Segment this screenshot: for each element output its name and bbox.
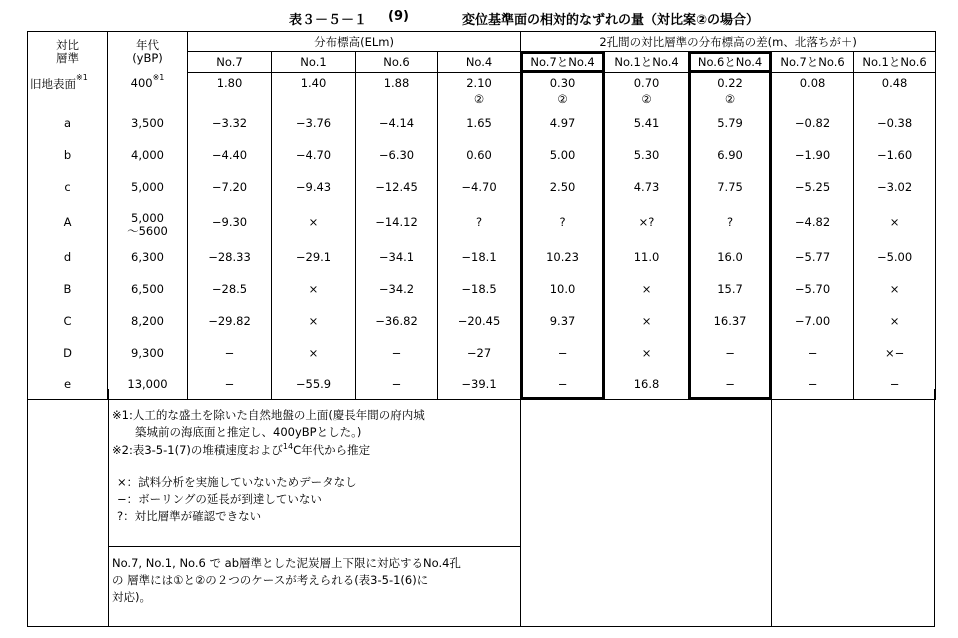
value-cell: 0.22 ② xyxy=(689,73,772,108)
header-elev-no1: No.1 xyxy=(272,52,356,73)
remark-line-1: No.7, No.1, No.6 で ab層準とした泥炭層上下限に対応するNo.4孔 xyxy=(112,556,461,570)
displacement-table xyxy=(27,31,936,400)
value-cell: 2.10 ② xyxy=(438,73,521,108)
layer-cell: c xyxy=(28,171,108,203)
value-cell: 7.75 xyxy=(689,171,772,203)
value-cell: 10.0 xyxy=(521,273,605,305)
value-cell: −18.1 xyxy=(438,241,521,273)
table-title xyxy=(0,9,958,27)
table-row xyxy=(28,241,936,273)
value-cell: × xyxy=(605,305,689,337)
value-cell: 1.80 xyxy=(188,73,272,108)
value-cell: 16.37 xyxy=(689,305,772,337)
value-cell: × xyxy=(605,273,689,305)
value-cell: × xyxy=(272,305,356,337)
remark-line-2: の 層準には①と②の２つのケースが考えられる(表3-5-1(6)に xyxy=(112,573,429,587)
table-row xyxy=(28,273,936,305)
layer-cell: A xyxy=(28,203,108,241)
value-cell: ? xyxy=(438,203,521,241)
remark-line-3: 対応)。 xyxy=(112,590,151,604)
value-cell: −7.20 xyxy=(188,171,272,203)
age-cell: 4,000 xyxy=(108,139,188,171)
header-elev-no7: No.7 xyxy=(188,52,272,73)
note-2: ※2:表3-5-1(7)の堆積速度および$^{14}$C年代から推定 xyxy=(112,442,371,457)
value-cell: 0.08 xyxy=(772,73,854,108)
value-cell: −4.14 xyxy=(356,107,438,139)
header-elevation-group: 分布標高(ELm) xyxy=(188,32,521,52)
value-cell: 11.0 xyxy=(605,241,689,273)
table-row xyxy=(28,305,936,337)
value-cell: 4.73 xyxy=(605,171,689,203)
table-sub-number: (9) xyxy=(388,9,409,24)
value-cell: 16.0 xyxy=(689,241,772,273)
layer-cell: a xyxy=(28,107,108,139)
value-cell: 0.70 ② xyxy=(605,73,689,108)
value-cell: −3.02 xyxy=(854,171,936,203)
value-cell: 16.8 xyxy=(605,369,689,400)
value-cell: − xyxy=(356,337,438,369)
layer-cell: d xyxy=(28,241,108,273)
value-cell: −9.43 xyxy=(272,171,356,203)
header-elev-no4: No.4 xyxy=(438,52,521,73)
value-cell: −5.77 xyxy=(772,241,854,273)
value-cell: × xyxy=(605,337,689,369)
notes-divider xyxy=(108,389,109,626)
table-row xyxy=(28,139,936,171)
value-cell: −39.1 xyxy=(438,369,521,400)
legend-dash: −：ボーリングの延長が到達していない xyxy=(117,492,322,506)
notes-area xyxy=(27,389,935,627)
value-cell: −4.70 xyxy=(438,171,521,203)
value-cell: 5.00 xyxy=(521,139,605,171)
header-diff-no6-no4: No.6とNo.4 xyxy=(689,52,772,73)
value-cell: −5.25 xyxy=(772,171,854,203)
note-1-line-1: ※1:人工的な盛土を除いた自然地盤の上面(慶長年間の府内城 xyxy=(112,408,425,422)
layer-cell: D xyxy=(28,337,108,369)
value-cell: 0.60 xyxy=(438,139,521,171)
value-cell: 6.90 xyxy=(689,139,772,171)
value-cell: −3.32 xyxy=(188,107,272,139)
value-cell: × xyxy=(854,273,936,305)
value-cell: −20.45 xyxy=(438,305,521,337)
value-cell: −36.82 xyxy=(356,305,438,337)
value-cell: ×? xyxy=(605,203,689,241)
notes-divider xyxy=(520,389,521,626)
value-cell: −28.33 xyxy=(188,241,272,273)
note-1-line-2: 築城前の海底面と推定し、400yBPとした。) xyxy=(135,425,362,439)
value-cell: −18.5 xyxy=(438,273,521,305)
value-cell: −29.82 xyxy=(188,305,272,337)
value-cell: × xyxy=(272,203,356,241)
value-cell: ? xyxy=(689,203,772,241)
age-cell: 6,300 xyxy=(108,241,188,273)
header-elev-no6: No.6 xyxy=(356,52,438,73)
value-cell: − xyxy=(854,369,936,400)
notes-divider xyxy=(771,389,772,626)
layer-cell: B xyxy=(28,273,108,305)
header-diff-no7-no6: No.7とNo.6 xyxy=(772,52,854,73)
header-diff-no7-no4: No.7とNo.4 xyxy=(521,52,605,73)
age-cell: 400$^{※1}$ xyxy=(108,73,188,108)
value-cell: − xyxy=(521,369,605,400)
value-cell: −1.60 xyxy=(854,139,936,171)
value-cell: − xyxy=(188,337,272,369)
value-cell: −28.5 xyxy=(188,273,272,305)
value-cell: × xyxy=(854,203,936,241)
table-row xyxy=(28,203,936,241)
value-cell: − xyxy=(521,337,605,369)
value-cell: − xyxy=(689,369,772,400)
case-mark: ② xyxy=(557,92,568,106)
age-cell: 9,300 xyxy=(108,337,188,369)
value-cell: 2.50 xyxy=(521,171,605,203)
value-cell: × xyxy=(272,337,356,369)
value-cell: −1.90 xyxy=(772,139,854,171)
header-diff-no1-no4: No.1とNo.4 xyxy=(605,52,689,73)
value-cell: 1.40 xyxy=(272,73,356,108)
value-cell: −55.9 xyxy=(272,369,356,400)
value-cell: −27 xyxy=(438,337,521,369)
case-mark: ② xyxy=(641,92,652,106)
age-cell: 3,500 xyxy=(108,107,188,139)
value-cell: − xyxy=(772,369,854,400)
layer-cell: 旧地表面$^{※1}$ xyxy=(28,73,108,108)
value-cell: − xyxy=(188,369,272,400)
value-cell: −6.30 xyxy=(356,139,438,171)
table-row xyxy=(28,171,936,203)
value-cell: −3.76 xyxy=(272,107,356,139)
value-cell: 5.79 xyxy=(689,107,772,139)
age-cell: 8,200 xyxy=(108,305,188,337)
legend-cross: ×：試料分析を実施していないためデータなし xyxy=(117,475,357,489)
value-cell: × xyxy=(854,305,936,337)
value-cell: − xyxy=(689,337,772,369)
legend-question: ?：対比層準が確認できない xyxy=(117,509,262,523)
table-number: 表３－５－１ xyxy=(289,13,368,28)
value-cell: 15.7 xyxy=(689,273,772,305)
table-caption: 変位基準面の相対的なずれの量（対比案②の場合） xyxy=(462,13,760,28)
layer-cell: e xyxy=(28,369,108,400)
value-cell: − xyxy=(356,369,438,400)
value-cell: −5.00 xyxy=(854,241,936,273)
value-cell: −4.70 xyxy=(272,139,356,171)
age-cell: 6,500 xyxy=(108,273,188,305)
table-row xyxy=(28,337,936,369)
table-row xyxy=(28,73,936,108)
case-mark: ② xyxy=(473,92,485,106)
value-cell: 5.30 xyxy=(605,139,689,171)
value-cell: −7.00 xyxy=(772,305,854,337)
notes-divider xyxy=(108,546,520,547)
value-cell: −5.70 xyxy=(772,273,854,305)
value-cell: −34.2 xyxy=(356,273,438,305)
header-age: 年代 (yBP) xyxy=(108,32,188,73)
value-cell: 10.23 xyxy=(521,241,605,273)
header-difference-group: 2孔間の対比層準の分布標高の差(m、北落ちが＋) xyxy=(521,32,936,52)
age-cell: 13,000 xyxy=(108,369,188,400)
value-cell: × xyxy=(272,273,356,305)
value-cell: ×− xyxy=(854,337,936,369)
value-cell: 0.48 xyxy=(854,73,936,108)
value-cell: 4.97 xyxy=(521,107,605,139)
value-cell: 0.30 ② xyxy=(521,73,605,108)
value-cell: −0.38 xyxy=(854,107,936,139)
value-cell: −0.82 xyxy=(772,107,854,139)
value-cell: −4.82 xyxy=(772,203,854,241)
case-mark: ② xyxy=(724,92,736,106)
value-cell: 1.65 xyxy=(438,107,521,139)
header-diff-no1-no6: No.1とNo.6 xyxy=(854,52,936,73)
value-cell: −14.12 xyxy=(356,203,438,241)
value-cell: −34.1 xyxy=(356,241,438,273)
value-cell: ? xyxy=(521,203,605,241)
value-cell: 5.41 xyxy=(605,107,689,139)
age-cell: 5,000 xyxy=(108,171,188,203)
value-cell: −9.30 xyxy=(188,203,272,241)
layer-cell: C xyxy=(28,305,108,337)
value-cell: −12.45 xyxy=(356,171,438,203)
value-cell: −29.1 xyxy=(272,241,356,273)
value-cell: 1.88 xyxy=(356,73,438,108)
age-cell: 5,000 〜5600 xyxy=(108,203,188,241)
table-row xyxy=(28,107,936,139)
value-cell: 9.37 xyxy=(521,305,605,337)
value-cell: − xyxy=(772,337,854,369)
header-layer: 対比 層準 xyxy=(28,32,108,73)
layer-cell: b xyxy=(28,139,108,171)
value-cell: −4.40 xyxy=(188,139,272,171)
